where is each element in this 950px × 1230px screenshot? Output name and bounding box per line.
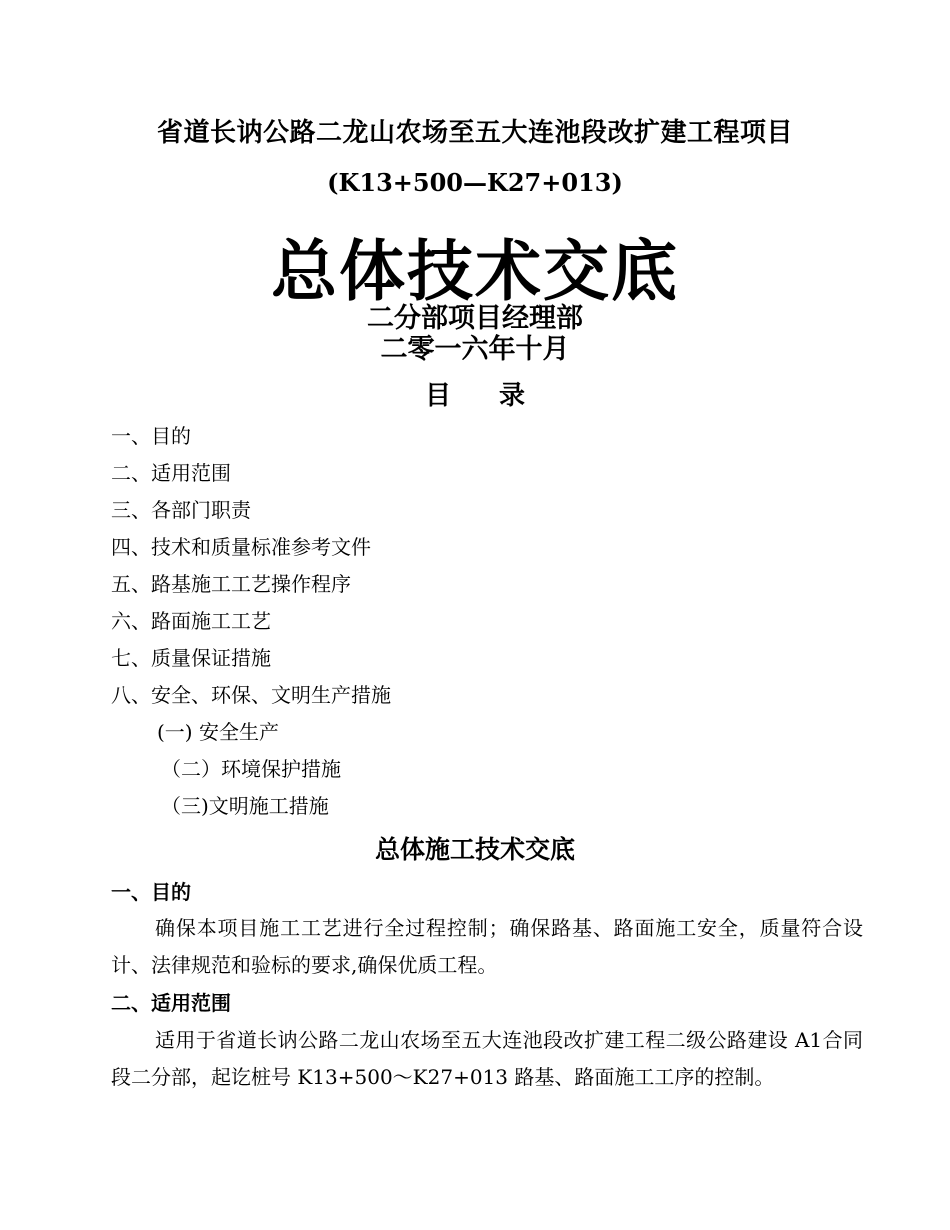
section-text-purpose: 确保本项目施工工艺进行全过程控制；确保路基、路面施工安全，质量符合设计、法律规范和验标的要求,确保优质工程。	[111, 916, 863, 977]
toc-item: 三、各部门职责	[111, 498, 251, 522]
toc-heading-right: 录	[499, 381, 526, 411]
toc-subitem: (一) 安全生产	[157, 720, 279, 744]
stake-range: (K13+500—K27+013)	[327, 168, 623, 197]
toc-heading-left: 目	[424, 381, 451, 411]
toc-item: 二、适用范围	[111, 461, 231, 485]
toc-item: 六、路面施工工艺	[111, 609, 271, 633]
toc-item: 八、安全、环保、文明生产措施	[111, 683, 391, 707]
table-of-contents	[111, 419, 391, 826]
toc-subitem: （三)文明施工措施	[161, 794, 329, 818]
department-name: 二分部项目经理部	[367, 303, 583, 334]
document-date: 二零一六年十月	[380, 334, 570, 365]
toc-subitem: （二）环境保护措施	[161, 757, 341, 781]
toc-item: 一、目的	[111, 424, 191, 448]
section-title: 总体施工技术交底	[374, 835, 575, 864]
project-title: 省道长讷公路二龙山农场至五大连池段改扩建工程项目	[156, 118, 793, 148]
section-heading-scope: 二、适用范围	[111, 991, 231, 1015]
toc-item: 五、路基施工工艺操作程序	[111, 572, 351, 596]
main-title: 总体技术交底	[271, 233, 679, 310]
section-text-scope: 适用于省道长讷公路二龙山农场至五大连池段改扩建工程二级公路建设 A1合同段二分部，起讫桩号 K13+500～K27+013 路基、路面施工工序的控制。	[111, 1028, 863, 1089]
section-heading-purpose: 一、目的	[111, 880, 191, 904]
toc-item: 七、质量保证措施	[111, 646, 271, 670]
toc-item: 四、技术和质量标准参考文件	[111, 535, 371, 559]
toc-heading	[0, 375, 950, 412]
